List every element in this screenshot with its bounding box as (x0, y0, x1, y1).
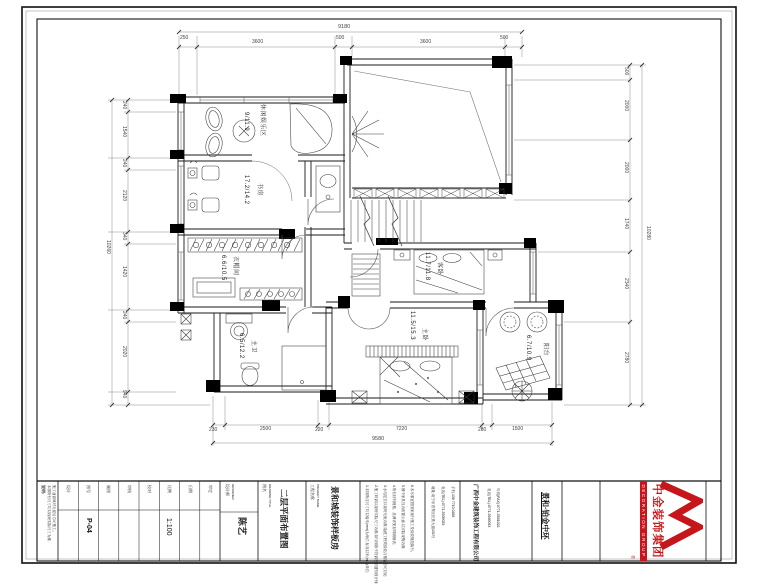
tb-designer-name: 陈艺 (237, 517, 247, 536)
room-label-master-bedroom: 主卧 (421, 328, 427, 342)
logo-company-en: DECORATION GROUP (640, 481, 647, 560)
tb-contact-0: 地址:南宁市青秀区民族大道131号 (431, 486, 435, 539)
tb-sign-header-scale: 比例 (167, 485, 172, 493)
dim-top-seg-0: 250 (180, 35, 189, 41)
tb-sign-header-dwgno: 图号 (86, 485, 91, 493)
room-label-study-value: 17.2/14.2 (243, 175, 249, 205)
dim-bottom-seg-1: 2500 (260, 426, 272, 432)
tb-drawing-title-label: 图名 (262, 484, 267, 492)
dim-top-seg-1: 3600 (252, 39, 264, 45)
tb-scale-value: 1:100 (165, 518, 172, 536)
room-label-study: 书房 (256, 183, 262, 197)
room-label-leisure: 休闲娱乐区 (259, 104, 265, 137)
room-label-leisure-area-value: 9/11.9 (243, 112, 249, 132)
tb-sign-header-check: 审核 (127, 485, 132, 493)
tb-sign-header-design: 设计 (66, 485, 71, 493)
tb-sign-header-approve: 审定 (208, 485, 213, 493)
dim-right-seg-4: 2340 (623, 278, 629, 290)
dim-bottom-seg-2: 220 (315, 427, 324, 433)
tb-project-name: 景和城装饰样板房 (330, 486, 339, 550)
dimension-ticks (110, 30, 644, 445)
tb-sign-header-draw: 制图 (106, 485, 111, 493)
dim-left-seg-3: 2120 (121, 190, 127, 202)
tb-contact-2: 手机:138 7710 0288 (451, 486, 455, 518)
tb-sign-header-proof: 校对 (147, 485, 152, 493)
tb-company-name: 广西中金建筑装饰工程有限公司 (472, 484, 478, 562)
tb-sign-header-date: 日期 (188, 485, 193, 493)
tb-drawing-title: 二层平面布置图 (279, 489, 289, 549)
dim-top-seg-2: 500 (336, 35, 345, 41)
railing (354, 189, 504, 198)
tb-cnote-5: 6.未尽事宜按国家现行施工及验收规范执行。 (410, 485, 414, 555)
tb-designer-label: 设计师 (225, 484, 230, 496)
room-label-master-bath: 主卫 (250, 340, 256, 354)
tb-company-line1: 电话(TEL):0771-5509033 (487, 488, 491, 528)
dim-left-seg-7: 2020 (121, 346, 127, 358)
void-diagonal (354, 71, 501, 182)
dim-right-seg-3: 1740 (623, 218, 629, 230)
dim-bottom-seg-4: 280 (478, 427, 487, 433)
dim-right-seg-5: 2780 (623, 352, 629, 364)
tb-drawing-title-label-en: DRAWING TITLE (268, 484, 272, 508)
room-label-balcony: 阳台 (542, 343, 548, 357)
dim-bottom-total: 9580 (372, 436, 385, 442)
dim-right-seg-0: 500 (623, 67, 629, 76)
tb-project-label: 工程名称 (310, 484, 315, 500)
tb-estate-name: 景和·铂金中环 (541, 492, 550, 540)
company-logo (603, 481, 703, 561)
dim-top-seg-3: 3600 (420, 39, 432, 45)
logo-registered-mark: ® (629, 555, 635, 559)
room-label-master-bath-value: 6.5/12.2 (238, 333, 244, 359)
dim-top-total: 9180 (338, 24, 351, 30)
logo-m-icon (659, 481, 703, 551)
dim-left-total: 10260 (105, 240, 111, 254)
stairs (351, 196, 421, 246)
dim-left-seg-5: 1420 (121, 266, 127, 278)
dim-right-total: 10280 (645, 226, 651, 240)
room-label-cloakroom: 衣帽间 (232, 256, 238, 276)
dim-left-seg-0: 240 (121, 101, 127, 110)
dim-bottom-seg-5: 1500 (512, 426, 524, 432)
dim-left-seg-4: 340 (121, 232, 127, 241)
room-label-balcony-value: 6.7/10.9 (525, 335, 531, 361)
room-label-cloakroom-value: 6.6/10.5 (220, 255, 226, 281)
logo-company-cn: 中金装饰集团 (651, 483, 663, 559)
tb-notes-line1: 本图所有尺寸均以现场实际尺寸为准, (47, 485, 51, 542)
dim-left-seg-2: 240 (121, 159, 127, 168)
room-label-master-bedroom-value: 11.5/15.3 (409, 311, 415, 341)
tb-cnote-1: 2.施工时请以现场实际尺寸为准,如与图纸不符请及时通知设计师; (374, 485, 378, 584)
dim-bottom-seg-3: 7220 (396, 426, 408, 432)
dim-bottom-seg-0: 230 (209, 427, 218, 433)
tb-cnote-3: 4.所有材料规格、品牌详见材料明细表; (392, 485, 396, 545)
tb-project-label-en: PROJECT NAME (316, 484, 320, 508)
room-label-guest-bedroom: 客卧 (436, 262, 442, 276)
dim-right-seg-2: 2000 (623, 162, 629, 174)
tb-cnote-0: 1.本图所注尺寸均以毫米(mm)为单位,标高以米(m)为单位; (365, 485, 369, 574)
dim-left-seg-8: 940 (121, 390, 127, 399)
dim-right-seg-1: 2000 (623, 100, 629, 112)
furniture-layer (181, 104, 550, 404)
dim-left-seg-1: 1540 (121, 126, 127, 138)
tb-drawing-number: P-04 (85, 518, 92, 533)
tb-notes-title: 说明: (41, 485, 46, 495)
tb-cnote-2: 3.水电定位以现场交底为准,隐蔽工程须验收合格后方可封闭; (383, 485, 387, 578)
tb-contact-1: 电话(TEL):0771-5509033 (441, 486, 445, 526)
dim-left-seg-6: 240 (121, 311, 127, 320)
room-label-guest-bedroom-value: 11.7/11.8 (424, 252, 430, 281)
dim-top-seg-4: 500 (500, 35, 509, 41)
tb-notes-line2: 施工前请核对无误后方可施工。 (52, 485, 56, 534)
tb-cnote-4: 5.图中家具仅为布置示意,以实际采购为准; (401, 485, 405, 550)
tb-company-line2: 传真(FAX):0771-5501022 (496, 488, 500, 528)
tb-designer-label-en: DESIGNER (231, 484, 235, 500)
